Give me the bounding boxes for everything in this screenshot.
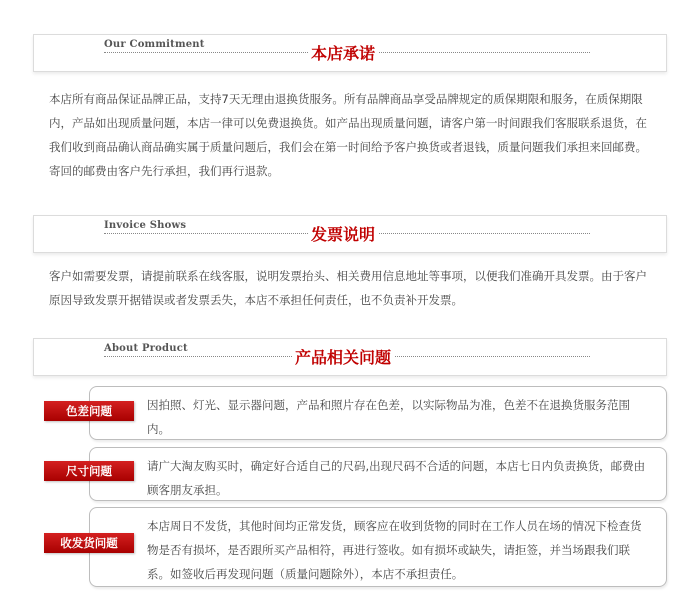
qa-item-size <box>89 447 667 501</box>
tag-shipping-issue: 收发货问题 <box>44 533 134 553</box>
invoice-text: 客户如需要发票，请提前联系在线客服，说明发票抬头、相关费用信息地址等事项，以便我们准确开具发票。由于客户原因导致发票开据错误或者发票丢失，本店不承担任何责任，也不负责补开发票。 <box>49 269 647 307</box>
tag-size-issue: 尺寸问题 <box>44 461 134 481</box>
invoice-cn-title: 发票说明 <box>308 222 378 245</box>
commitment-en-title: Our Commitment <box>104 39 205 50</box>
product-cn-title: 产品相关问题 <box>292 345 394 368</box>
qa-item-color <box>89 386 667 440</box>
qa-item-shipping <box>89 507 667 587</box>
tag-color-issue: 色差问题 <box>44 401 134 421</box>
qa-item-text: 因拍照、灯光、显示器问题，产品和照片存在色差，以实际物品为准，色差不在退换货服务范围内。 <box>147 398 630 436</box>
qa-item-text: 本店周日不发货，其他时间均正常发货，顾客应在收到货物的同时在工作人员在场的情况下检查货物是否有损坏，是否跟所买产品相符，再进行签收。如有损坏或缺失，请拒签，并当场跟我们联系。如签收后再发现问题（质量问题除外），本店不承担责任。 <box>147 519 642 581</box>
product-header <box>33 338 667 376</box>
commitment-header <box>33 34 667 72</box>
commitment-cn-title: 本店承诺 <box>308 41 378 64</box>
product-en-title: About Product <box>104 343 188 354</box>
qa-item-text: 请广大淘友购买时，确定好合适自己的尺码,出现尺码不合适的问题，本店七日内负责换货，邮费由顾客朋友承担。 <box>147 459 646 497</box>
invoice-header <box>33 215 667 253</box>
commitment-text: 本店所有商品保证品牌正品，支持7天无理由退换货服务。所有品牌商品享受品牌规定的质保期限和服务，在质保期限内，产品如出现质量问题，本店一律可以免费退换货。如产品出现质量问题，请客户第一时间跟我们客服联系退货，在我们收到商品确认商品确实属于质量问题后，我们会在第一时间给予客户换货或者退钱，质量问题我们承担来回邮费。寄回的邮费由客户先行承担，我们再行退款。 <box>49 92 647 178</box>
invoice-en-title: Invoice Shows <box>104 220 187 231</box>
